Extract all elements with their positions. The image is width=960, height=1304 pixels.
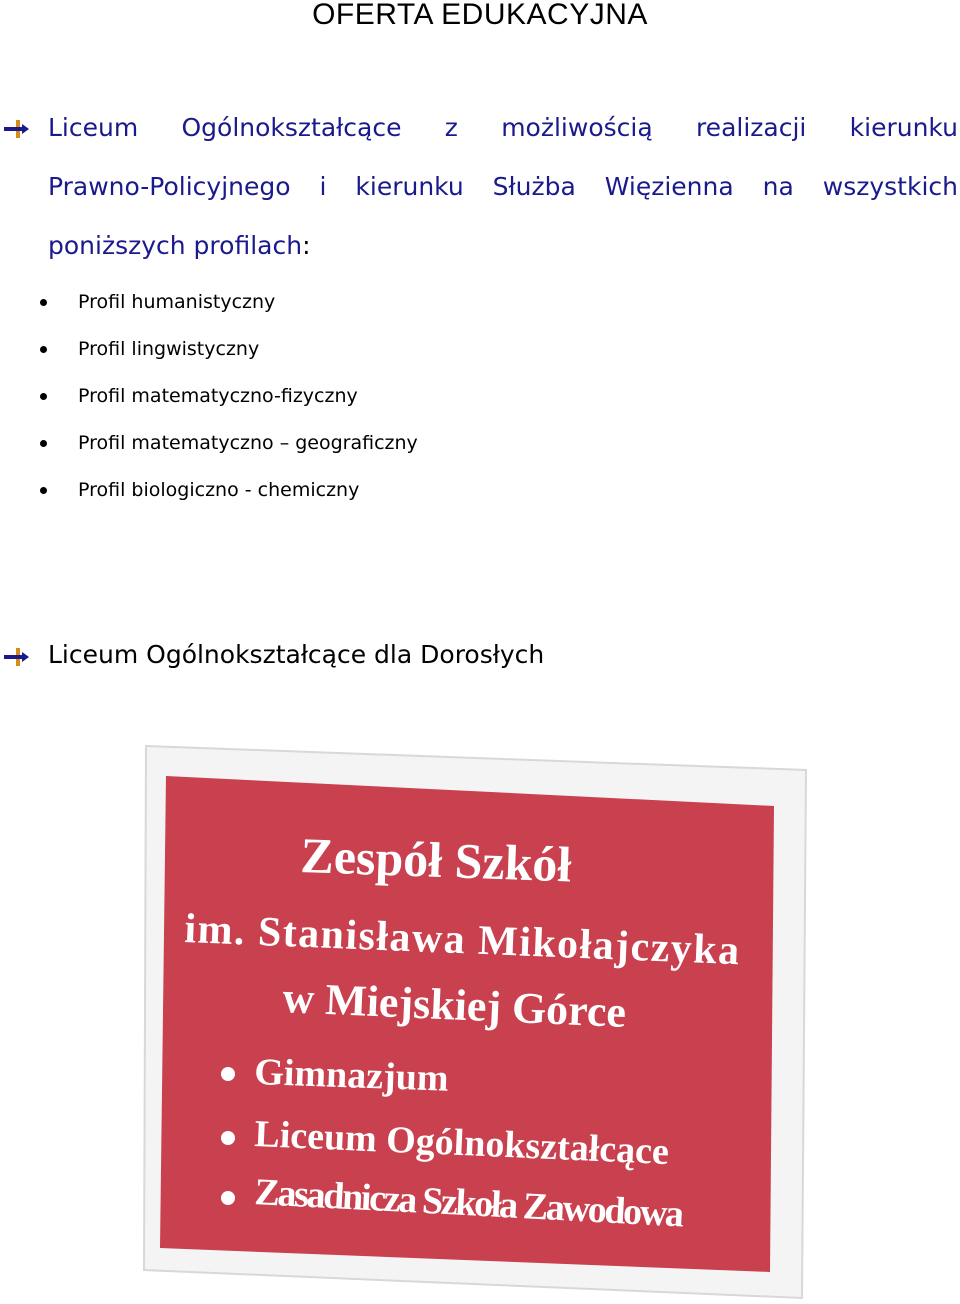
plaque-item: Gimnazjum <box>253 1051 450 1100</box>
list-item <box>38 380 418 427</box>
profile-label: Profil humanistyczny <box>78 291 276 313</box>
plaque-bullet-icon <box>221 1067 235 1081</box>
heading-word: wszystkich <box>822 172 958 201</box>
list-item <box>38 474 418 521</box>
heading-colon: : <box>302 231 311 260</box>
bullet-dot-icon <box>40 487 47 494</box>
plaque-bullet-icon <box>221 1131 235 1145</box>
section1-heading-line2 <box>48 172 958 201</box>
section1-heading-line1 <box>48 113 958 142</box>
plaque-item: Liceum Ogólnokształcące <box>253 1113 670 1174</box>
plaque-line: Zespół Szkół <box>299 827 573 893</box>
document-title: OFERTA EDUKACYJNA <box>312 0 648 31</box>
bullet-dot-icon <box>40 299 47 306</box>
heading-word: Ogólnokształcące <box>181 113 402 142</box>
plaque-item: Zasadnicza Szkoła Zawodowa <box>253 1171 686 1236</box>
plaque-bullet-icon <box>221 1191 235 1205</box>
arrow-bullet-icon <box>4 646 30 668</box>
heading-word: realizacji <box>695 113 807 142</box>
heading-word: i <box>319 172 327 201</box>
profile-list <box>38 286 418 521</box>
heading-word: możliwością <box>501 113 653 142</box>
profile-label: Profil matematyczno-fizyczny <box>78 385 358 407</box>
section2-heading: Liceum Ogólnokształcące dla Dorosłych <box>48 640 545 669</box>
profile-label: Profil matematyczno – geograficzny <box>78 432 418 454</box>
school-plaque-photo <box>140 742 820 1302</box>
heading-word: Więzienna <box>604 172 734 201</box>
heading-word: kierunku <box>355 172 464 201</box>
bullet-dot-icon <box>40 393 47 400</box>
heading-text: poniższych profilach <box>48 231 303 260</box>
arrow-bullet-icon <box>4 118 30 140</box>
bullet-dot-icon <box>40 440 47 447</box>
heading-word: Liceum <box>48 113 139 142</box>
list-item <box>38 286 418 333</box>
list-item <box>38 427 418 474</box>
heading-word: kierunku <box>849 113 958 142</box>
heading-word: z <box>444 113 458 142</box>
list-item <box>38 333 418 380</box>
plaque-line: w Miejskiej Górce <box>281 973 628 1037</box>
bullet-dot-icon <box>40 346 47 353</box>
profile-label: Profil lingwistyczny <box>78 338 260 360</box>
plaque-line: im. Stanisława Mikołajczyka <box>183 906 740 975</box>
profile-label: Profil biologiczno - chemiczny <box>78 479 360 501</box>
section1-heading-line3 <box>48 231 311 260</box>
heading-word: na <box>762 172 794 201</box>
heading-word: Służba <box>492 172 576 201</box>
heading-word: Prawno-Policyjnego <box>48 172 291 201</box>
